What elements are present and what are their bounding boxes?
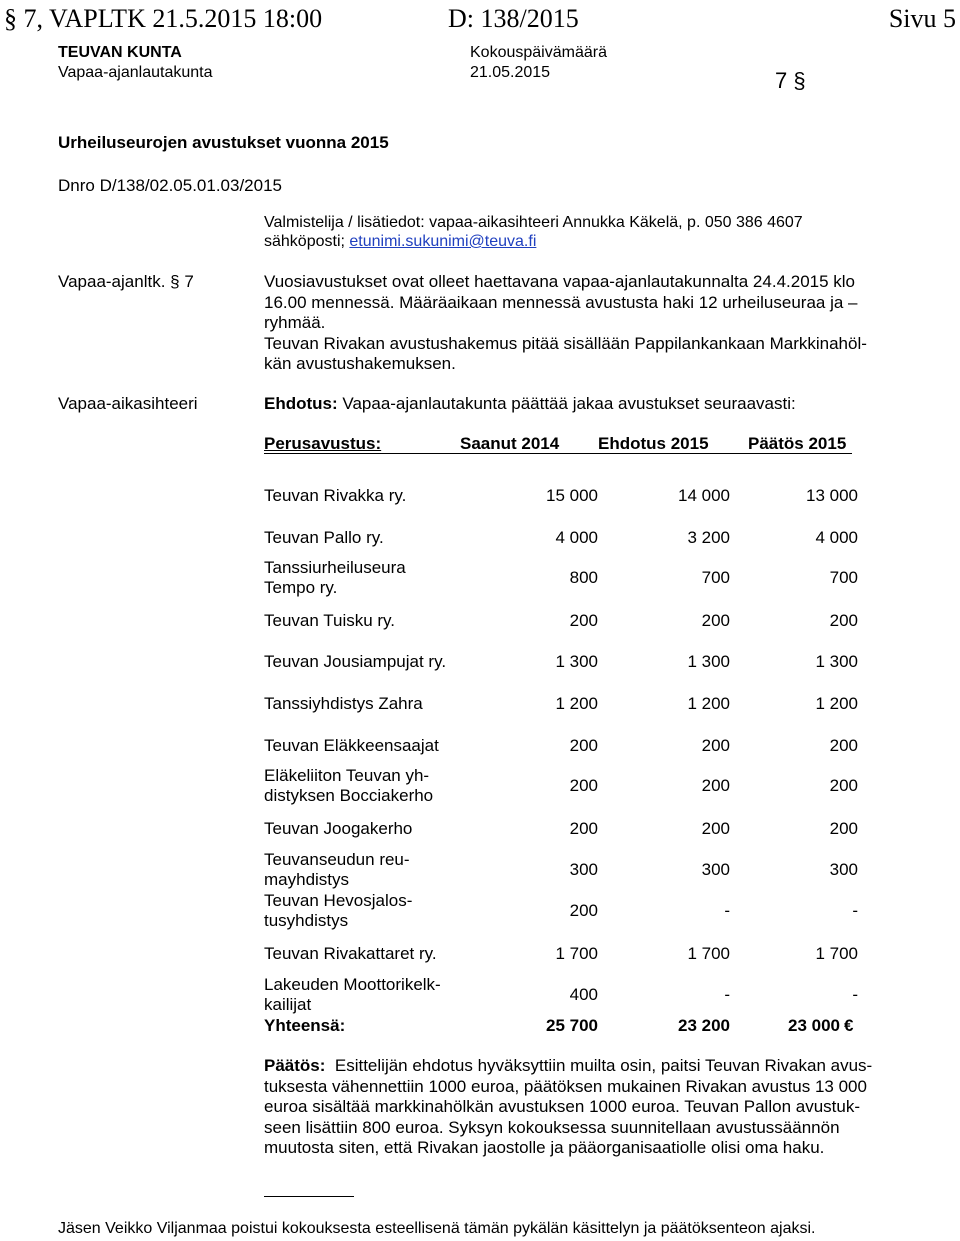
grant-recipient-name xyxy=(264,694,423,714)
amount-2014: 800 xyxy=(569,568,598,587)
recipient-name-line: Eläkeliiton Teuvan yh- xyxy=(264,766,430,785)
col-header-proposal: Ehdotus 2015 xyxy=(598,434,709,453)
amount-decision-2015: 700 xyxy=(829,568,858,587)
date-label: Kokouspäivämäärä xyxy=(470,44,607,61)
amount-decision-2015: 1 700 xyxy=(815,944,858,963)
org-unit: Vapaa-ajanlautakunta xyxy=(58,64,213,81)
amount-decision-2015: 200 xyxy=(829,611,858,630)
amount-decision-2015: 200 xyxy=(829,736,858,755)
header-dnro: D: 138/2015 xyxy=(448,4,579,33)
amount-proposal-2015: 200 xyxy=(701,736,730,755)
amount-2014: 15 000 xyxy=(546,486,598,505)
decision-line: seen lisättiin 800 euroa. Syksyn kokouksessa suunnitellaan avustussäännön xyxy=(264,1117,840,1137)
amount-proposal-2015: 300 xyxy=(701,860,730,879)
decision-line: muutosta siten, että Rivakan jaostolle ja pääorganisaatiolle olisi oma haku. xyxy=(264,1138,825,1157)
amount-proposal-2015: 1 200 xyxy=(687,694,730,713)
amount-decision-2015: 13 000 xyxy=(806,486,858,505)
grant-recipient-name xyxy=(264,944,437,964)
grant-recipient-name xyxy=(264,766,433,806)
grant-recipient-name xyxy=(264,611,395,631)
intro-line: kän avustushakemuksen. xyxy=(264,354,456,373)
grant-recipient-name xyxy=(264,891,412,931)
amount-proposal-2015: - xyxy=(724,901,730,920)
recipient-name-line: Teuvan Jousiampujat ry. xyxy=(264,652,447,671)
decision-line: Esittelijän ehdotus hyväksyttiin muilta osin, paitsi Teuvan Rivakan avus- xyxy=(325,1056,873,1075)
recipient-name-line: tusyhdistys xyxy=(264,911,349,930)
email-link[interactable]: etunimi.sukunimi@teuva.fi xyxy=(349,233,537,250)
amount-decision-2015: 4 000 xyxy=(815,528,858,547)
col-header-2014: Saanut 2014 xyxy=(460,434,560,453)
euro-sign: € xyxy=(844,1016,854,1035)
total-decision: 23 000 xyxy=(788,1016,840,1035)
amount-proposal-2015: 3 200 xyxy=(687,528,730,547)
recipient-name-line: Teuvan Hevosjalos- xyxy=(264,891,413,910)
grant-recipient-name xyxy=(264,975,441,1015)
amount-2014: 300 xyxy=(569,860,598,879)
amount-2014: 1 300 xyxy=(555,652,598,671)
grant-recipient-name xyxy=(264,486,406,506)
recipient-name-line: Teuvan Rivakattaret ry. xyxy=(264,944,437,963)
header-page: Sivu 5 xyxy=(888,4,956,33)
recipient-name-line: Tanssiyhdistys Zahra xyxy=(264,694,423,713)
amount-decision-2015: 1 200 xyxy=(815,694,858,713)
grant-recipient-name xyxy=(264,850,410,890)
recipient-name-line: Teuvan Rivakka ry. xyxy=(264,486,407,505)
col-header-grant: Perusavustus: xyxy=(264,434,382,453)
decision-line: euroa sisältää markkinahölkän avustuksen 1000 euroa. Teuvan Pallon avustuk- xyxy=(264,1097,860,1116)
recipient-name-line: Teuvan Pallo ry. xyxy=(264,528,384,547)
amount-decision-2015: 1 300 xyxy=(815,652,858,671)
recipient-name-line: mayhdistys xyxy=(264,870,350,889)
amount-decision-2015: 300 xyxy=(829,860,858,879)
col-header-decision: Päätös 2015 xyxy=(748,434,847,453)
intro-line: ryhmää. xyxy=(264,313,326,332)
total-proposal: 23 200 xyxy=(678,1016,730,1035)
decision-label: Päätös: xyxy=(264,1056,326,1075)
intro-line: Teuvan Rivakan avustushakemus pitää sisällään Pappilankankaan Markkinahöl- xyxy=(264,333,867,353)
amount-2014: 1 200 xyxy=(555,694,598,713)
footer-note: Jäsen Veikko Viljanmaa poistui kokouksesta esteellisenä tämän pykälän käsittelyn ja päätöksenteon ajaksi. xyxy=(58,1220,816,1237)
recipient-name-line: Teuvan Joogakerho xyxy=(264,819,413,838)
amount-proposal-2015: 1 300 xyxy=(687,652,730,671)
amount-2014: 200 xyxy=(569,611,598,630)
email-prefix: sähköposti; xyxy=(264,233,350,250)
amount-proposal-2015: 1 700 xyxy=(687,944,730,963)
preparer-line: Valmistelija / lisätiedot: vapaa-aikasihteeri Annukka Käkelä, p. 050 386 4607 xyxy=(264,214,803,231)
intro-line: Vuosiavustukset ovat olleet haettavana vapaa-ajanlautakunnalta 24.4.2015 klo xyxy=(264,272,856,291)
grant-recipient-name xyxy=(264,558,406,598)
total-label: Yhteensä: xyxy=(264,1016,346,1035)
recipient-name-line: Teuvanseudun reu- xyxy=(264,850,410,869)
amount-decision-2015: 200 xyxy=(829,819,858,838)
section-number: 7 § xyxy=(775,68,806,93)
grant-recipient-name xyxy=(264,528,384,548)
recipient-name-line: kailijat xyxy=(264,995,312,1014)
recipient-name-line: Tanssiurheiluseura xyxy=(264,558,406,577)
page-title: Urheiluseurojen avustukset vuonna 2015 xyxy=(58,133,389,152)
amount-2014: 200 xyxy=(569,819,598,838)
side-label-board: Vapaa-ajanltk. § 7 xyxy=(58,272,194,291)
recipient-name-line: Teuvan Tuisku ry. xyxy=(264,611,396,630)
recipient-name-line: Lakeuden Moottorikelk- xyxy=(264,975,441,994)
amount-proposal-2015: 200 xyxy=(701,819,730,838)
amount-decision-2015: 200 xyxy=(829,776,858,795)
amount-proposal-2015: 200 xyxy=(701,776,730,795)
recipient-name-line: Tempo ry. xyxy=(264,578,338,597)
side-label-secretary: Vapaa-aikasihteeri xyxy=(58,394,198,413)
dnro: Dnro D/138/02.05.01.03/2015 xyxy=(58,176,283,195)
amount-2014: 200 xyxy=(569,776,598,795)
amount-2014: 200 xyxy=(569,736,598,755)
amount-proposal-2015: 14 000 xyxy=(678,486,730,505)
intro-line: 16.00 mennessä. Määräaikaan mennessä avustusta haki 12 urheiluseuraa ja – xyxy=(264,292,858,312)
amount-proposal-2015: - xyxy=(724,985,730,1004)
grant-recipient-name xyxy=(264,652,446,672)
decision-paragraph xyxy=(264,1056,872,1159)
amount-2014: 400 xyxy=(569,985,598,1004)
proposal-label: Ehdotus: xyxy=(264,394,338,413)
recipient-name-line: distyksen Bocciakerho xyxy=(264,786,434,805)
amount-proposal-2015: 200 xyxy=(701,611,730,630)
decision-line: tuksesta vähennettiin 1000 euroa, päätöksen mukainen Rivakan avustus 13 000 xyxy=(264,1076,867,1096)
amount-2014: 1 700 xyxy=(555,944,598,963)
org-name: TEUVAN KUNTA xyxy=(58,44,182,61)
grant-recipient-name xyxy=(264,819,412,839)
footnote-divider xyxy=(264,1196,354,1197)
amount-decision-2015: - xyxy=(852,901,858,920)
proposal xyxy=(264,394,796,414)
proposal-text: Vapaa-ajanlautakunta päättää jakaa avustukset seuraavasti: xyxy=(337,394,796,413)
header-left: § 7, VAPLTK 21.5.2015 18:00 xyxy=(4,4,323,33)
amount-2014: 200 xyxy=(569,901,598,920)
amount-2014: 4 000 xyxy=(555,528,598,547)
amount-proposal-2015: 700 xyxy=(701,568,730,587)
grant-recipient-name xyxy=(264,736,439,756)
preparer-email-line xyxy=(264,233,536,251)
amount-decision-2015: - xyxy=(852,985,858,1004)
total-2014: 25 700 xyxy=(546,1016,598,1035)
meeting-date: 21.05.2015 xyxy=(470,64,551,81)
recipient-name-line: Teuvan Eläkkeensaajat xyxy=(264,736,439,755)
intro-paragraph xyxy=(264,272,867,375)
